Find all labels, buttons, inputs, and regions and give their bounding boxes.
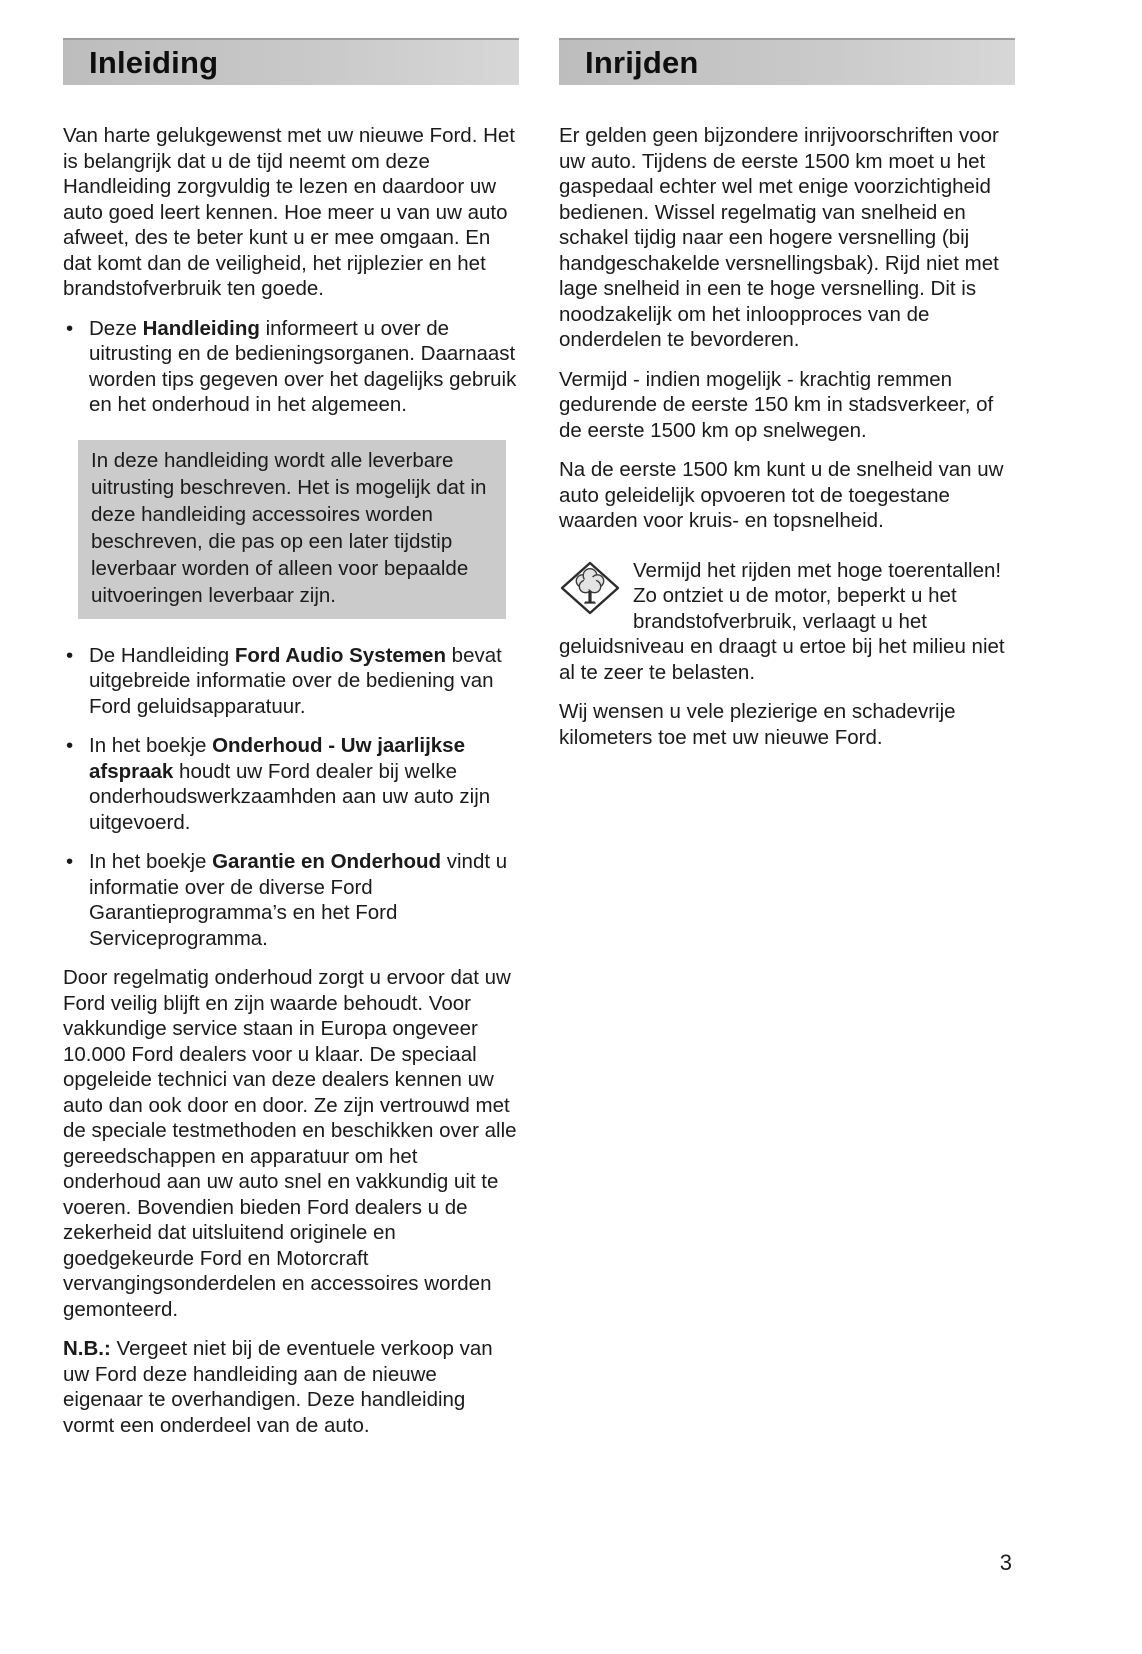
- page-number: 3: [999, 1550, 1012, 1575]
- info-box: In deze handleiding wordt alle leverbare uitrusting beschreven. Het is mogelijk dat in deze handleiding accessoires worden beschreven, die pas op een later tijdstip leverbaar worden of alleen voor bepaalde uitvoeringen leverbaar zijn.: [78, 440, 506, 619]
- bullet-text: [89, 849, 519, 951]
- paragraph-snelheid: Na de eerste 1500 km kunt u de snelheid van uw auto geleidelijk opvoeren tot de toegestane waarden voor kruis- en topsnelheid.: [559, 458, 1004, 532]
- bullet-marker: •: [66, 734, 74, 757]
- section-header-inleiding: [63, 38, 519, 85]
- text-segment: In het boekje: [89, 734, 213, 757]
- nb-label: N.B.:: [63, 1337, 111, 1360]
- bullet-marker: •: [66, 643, 74, 667]
- paragraph-wensen: Wij wensen u vele plezierige en schadevrije kilometers toe met uw nieuwe Ford.: [559, 700, 956, 749]
- column-inleiding: [63, 38, 519, 1452]
- bullet-text: [89, 733, 519, 835]
- nb-paragraph: [63, 1336, 519, 1438]
- paragraph-inrijvoorschriften: Er gelden geen bijzondere inrijvoorschriften voor uw auto. Tijdens de eerste 1500 km moet u het gaspedaal echter wel met enige voorzichtigheid bedienen. Wissel regelmatig van snelheid en schakel tijdig naar een hogere versnelling (bij handgeschakelde versnellingsbak). Rijd niet met lage snelheid in een te hoge versnelling. Dit is noodzakelijk om het inloopproces van de onderdelen te bevorderen.: [559, 124, 999, 351]
- text-segment: bevat uitgebreide informatie over de bediening van Ford geluidsapparatuur.: [89, 643, 502, 718]
- text-segment: In het boekje: [89, 850, 213, 873]
- text-segment: houdt uw Ford dealer bij welke onderhoudswerkzaamhden aan uw auto zijn uitgevoerd.: [89, 759, 491, 834]
- text-segment-bold: Ford Audio Systemen: [234, 643, 446, 667]
- bullet-item-handleiding: [63, 316, 519, 418]
- text-segment-bold: Handleiding: [142, 316, 260, 340]
- section-header-inrijden: [559, 38, 1015, 85]
- text-segment: Vermijd het rijden met hoge toerentallen! Zo ontziet u de motor, beperkt u het brandstofverbruik, verlaagt u het geluidsniveau en draagt u ertoe bij het milieu niet al te zeer te belasten.: [559, 558, 1005, 684]
- dealers-paragraph: Door regelmatig onderhoud zorgt u ervoor dat uw Ford veilig blijft en zijn waarde behoudt. Voor vakkundige service staan in Europa ongeveer 10.000 Ford dealers voor u klaar. De speciaal opgeleide technici van deze dealers kennen uw auto dan ook door en door. Ze zijn vertrouwd met de speciale testmethoden en beschikken over alle gereedschappen en apparatuur om het onderhoud aan uw auto snel en vakkundig uit te voeren. Bovendien bieden Ford dealers u de zekerheid dat uitsluitend originele en goedgekeurde Ford en Motorcraft vervangingsonderdelen en accessoires worden gemonteerd.: [63, 966, 517, 1321]
- bullet-item-onderhoud: [63, 733, 519, 835]
- bullet-item-garantie: [63, 849, 519, 951]
- environment-tree-icon: [559, 560, 621, 623]
- text-segment: De Handleiding: [89, 643, 235, 667]
- bullet-marker: •: [66, 850, 74, 873]
- paragraph-toerental: [559, 558, 1015, 686]
- section-title-inleiding: Inleiding: [89, 44, 219, 80]
- text-segment: Deze: [89, 316, 143, 340]
- intro-paragraph: Van harte gelukgewenst met uw nieuwe Ford. Het is belangrijk dat u de tijd neemt om deze Handleiding zorgvuldig te lezen en daardoor uw auto goed leert kennen. Hoe meer u van uw auto afweet, des te beter kunt u er mee omgaan. En dat komt dan de veiligheid, het rijplezier en het brandstofverbruik ten goede.: [63, 124, 516, 300]
- text-segment: Vergeet niet bij de eventuele verkoop van uw Ford deze handleiding aan de nieuwe eigenaar te overhandigen. Deze handleiding vormt een onderdeel van de auto.: [63, 1337, 493, 1437]
- paragraph-remmen: Vermijd - indien mogelijk - krachtig remmen gedurende de eerste 150 km in stadsverkeer, of de eerste 1500 km op snelwegen.: [559, 367, 994, 442]
- column-inrijden: [559, 38, 1015, 1452]
- bullet-item-audio: [63, 643, 519, 720]
- text-segment-bold: Onderhoud - Uw jaarlijkse afspraak: [89, 734, 465, 783]
- bullet-text: [89, 643, 519, 720]
- section-title-inrijden: Inrijden: [585, 44, 699, 80]
- bullet-marker: •: [66, 316, 74, 340]
- text-segment: informeert u over de uitrusting en de bedieningsorganen. Daarnaast worden tips gegeven over het dagelijks gebruik en het onderhoud in het algemeen.: [89, 316, 517, 416]
- text-segment-bold: Garantie en Onderhoud: [212, 850, 442, 873]
- bullet-text: [89, 316, 519, 418]
- text-segment: vindt u informatie over de diverse Ford Garantieprogramma’s en het Ford Serviceprogramma.: [89, 850, 508, 950]
